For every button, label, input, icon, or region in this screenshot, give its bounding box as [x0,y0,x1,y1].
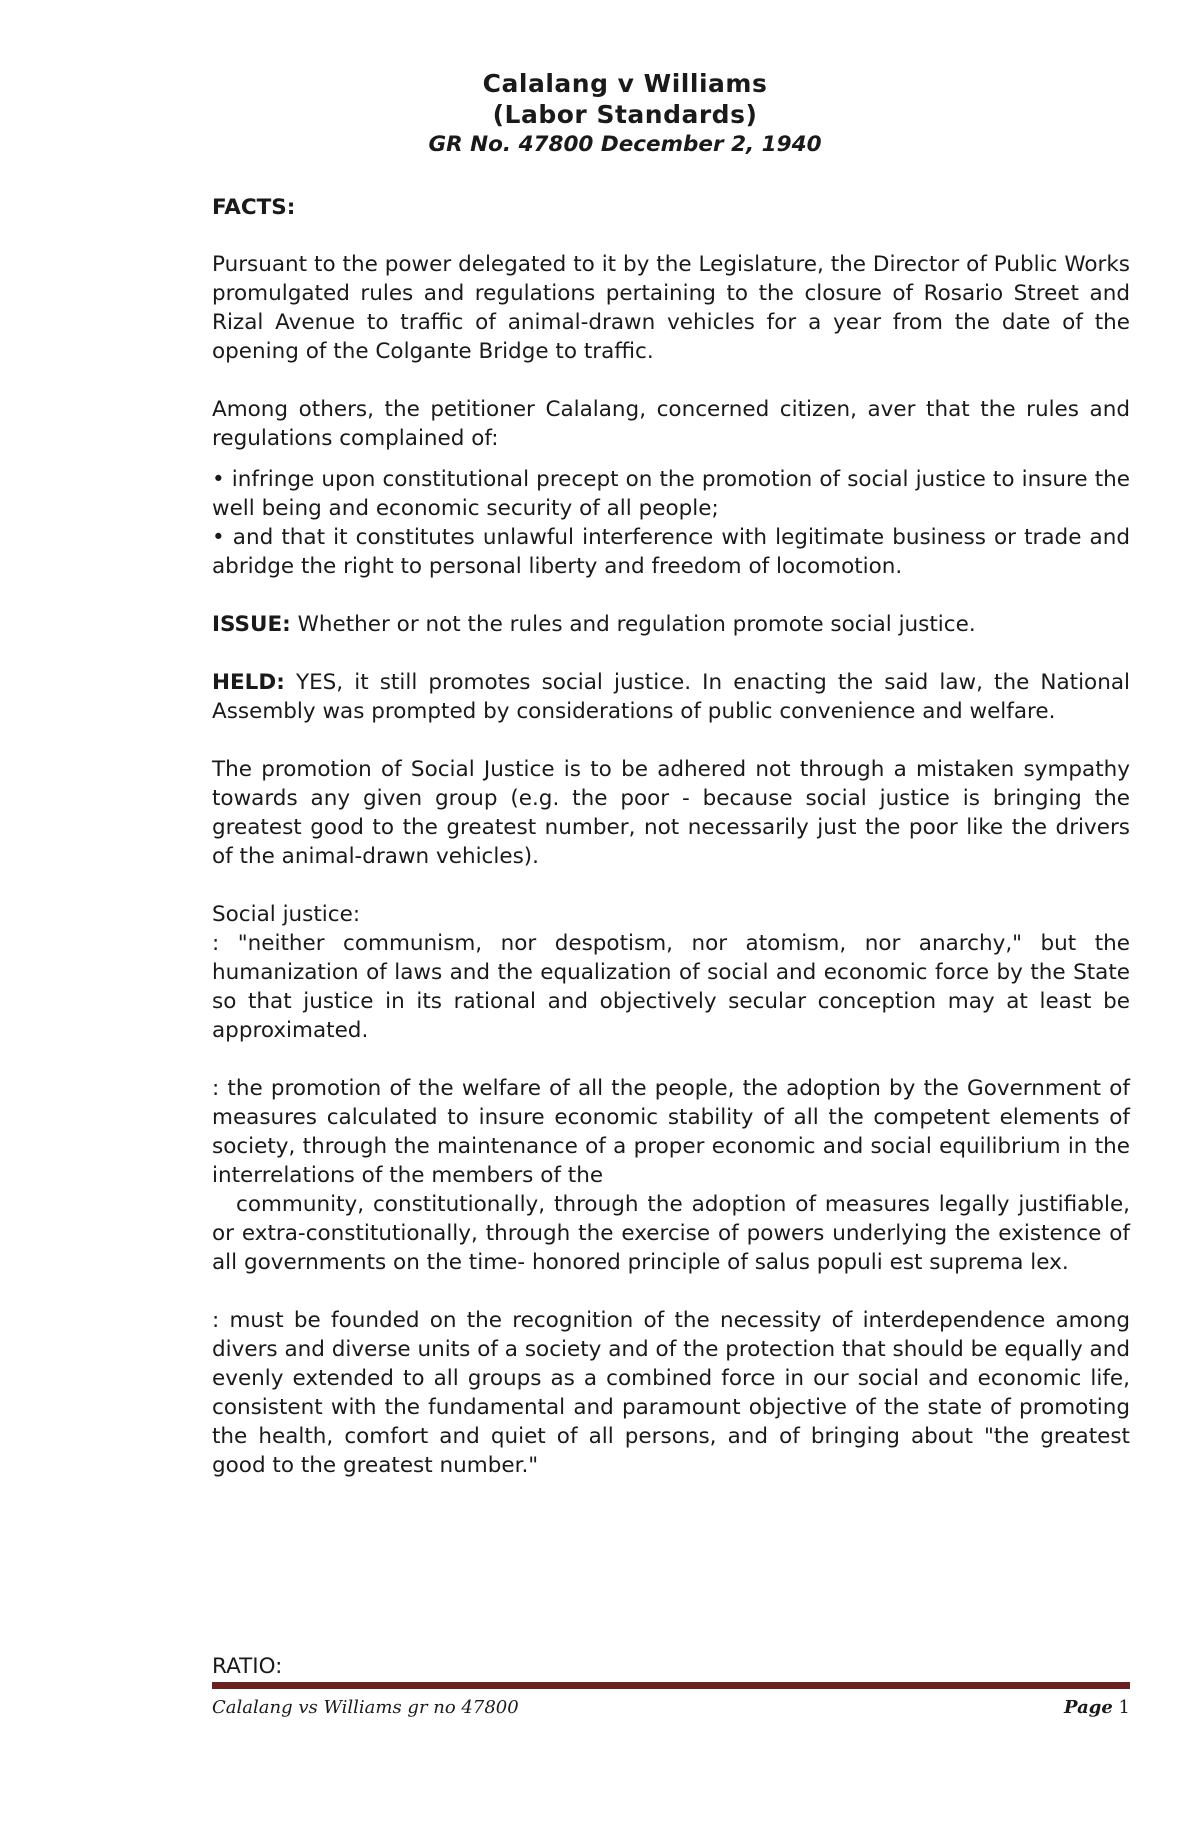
ratio-heading: RATIO: [212,1654,283,1679]
facts-bullet-2: • and that it constitutes unlawful interference with legitimate business or trade and abridge the right to personal liberty and freedom of locomotion. [212,523,1130,581]
held-label: HELD: [212,670,285,695]
page-label: Page [1064,1697,1113,1718]
page-title: Calalang v Williams [482,69,768,98]
facts-paragraph-2: Among others, the petitioner Calalang, concerned citizen, aver that the rules and regulations complained of: [212,397,1130,451]
issue-text: Whether or not the rules and regulation promote social justice. [297,612,976,637]
issue-label: ISSUE: [212,612,291,637]
page-number: 1 [1118,1697,1130,1718]
social-justice-definition-3: : must be founded on the recognition of the necessity of interdependence among divers and diverse units of a society and of the protection that should be equally and evenly extended to all groups as a combined force in our social and economic life, consistent with the fundamental and paramount objective of the state of promoting the health, comfort and quiet of all persons, and of bringing about "the greatest good to the greatest number." [212,1308,1130,1478]
document-header [200,68,1050,160]
facts-heading: FACTS: [212,195,296,220]
page-subtitle: (Labor Standards) [492,100,758,129]
issue-paragraph [212,610,1130,639]
case-number: GR No. 47800 December 2, 1940 [428,132,822,157]
facts-bullet-1: • infringe upon constitutional precept on the promotion of social justice to insure the well being and economic security of all people; [212,465,1130,523]
held-paragraph [212,668,1130,726]
social-justice-definition-1: : "neither communism, nor despotism, nor atomism, nor anarchy," but the humanization of laws and the equalization of social and economic force by the State so that justice in its rational and objectively secular conception may at least be approximated. [212,931,1130,1043]
footer-document-name: Calalang vs Williams gr no 47800 [212,1697,519,1718]
social-justice-definition-2a: : the promotion of the welfare of all the people, the adoption by the Government of measures calculated to insure economic stability of all the competent elements of society, through the maintenance of a proper economic and social equilibrium in the interrelations of the members of the [212,1076,1130,1188]
held-paragraph-2: The promotion of Social Justice is to be adhered not through a mistaken sympathy towards any given group (e.g. the poor - because social justice is bringing the greatest good to the greatest number, not necessarily just the poor like the drivers of the animal-drawn vehicles). [212,757,1130,869]
footer-page-number [1064,1697,1130,1718]
document-body [212,193,1130,1480]
social-justice-heading: Social justice: [212,902,361,927]
social-justice-definition-2b: community, constitutionally, through the adoption of measures legally justifiable, or extra-constitutionally, through the exercise of powers underlying the existence of all governments on the time- honored principle of salus populi est suprema lex. [212,1192,1130,1275]
footer-rule [212,1682,1130,1689]
facts-paragraph-1: Pursuant to the power delegated to it by the Legislature, the Director of Public Works promulgated rules and regulations pertaining to the closure of Rosario Street and Rizal Avenue to traffic of animal-drawn vehicles for a year from the date of the opening of the Colgante Bridge to traffic. [212,252,1130,364]
held-text: YES, it still promotes social justice. In enacting the said law, the National Assembly was prompted by considerations of public convenience and welfare. [212,670,1130,724]
